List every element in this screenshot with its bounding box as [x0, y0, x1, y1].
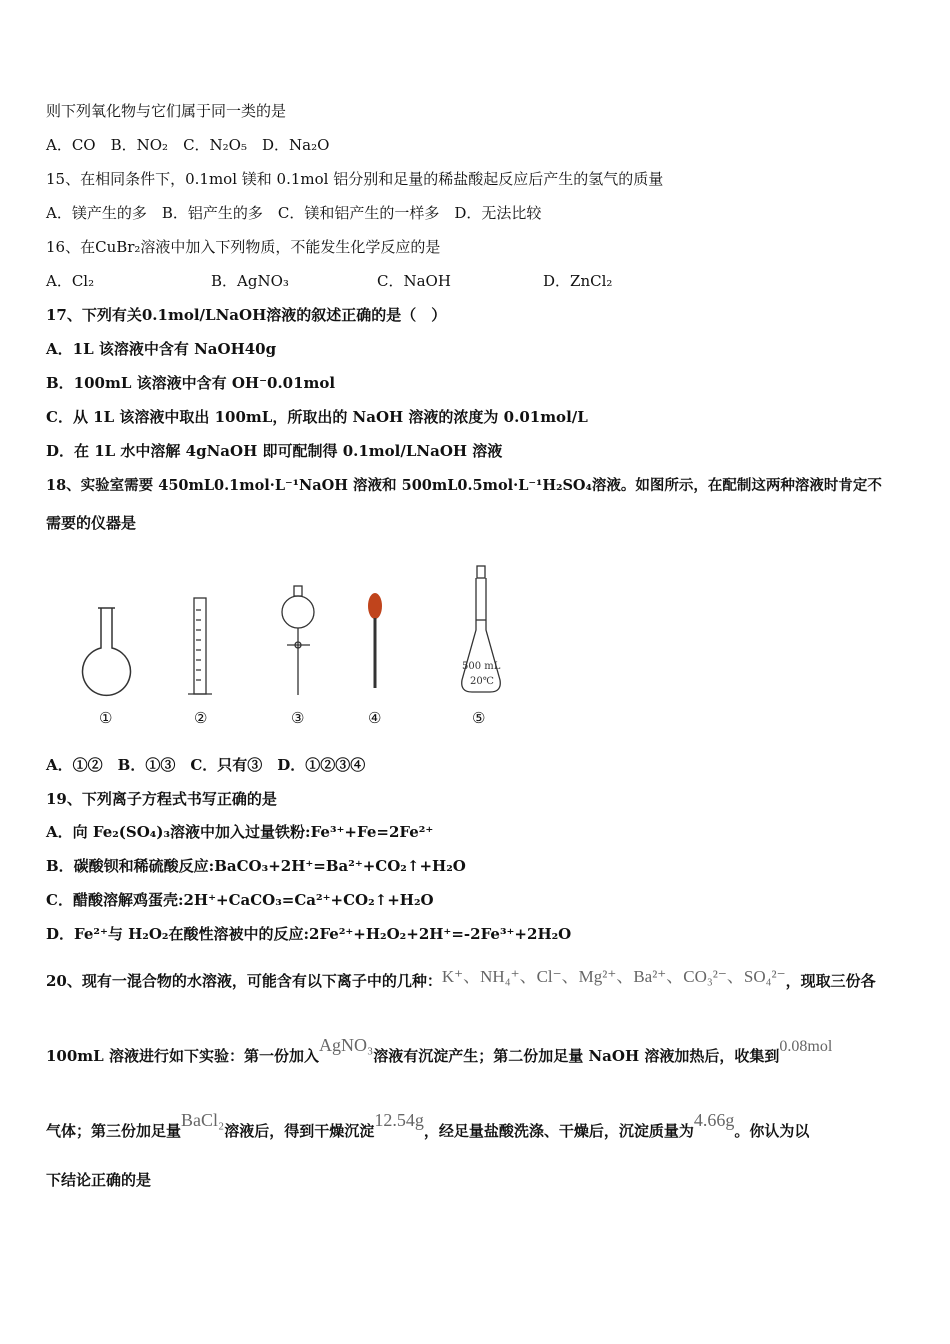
q16-option-a: A．Cl₂ [46, 272, 95, 290]
q17-option-d: D．在 1L 水中溶解 4gNaOH 即可配制得 0.1mol/LNaOH 溶液 [46, 442, 503, 460]
q19-option-d: D．Fe²⁺与 H₂O₂在酸性溶被中的反应:2Fe²⁺+H₂O₂+2H⁺=-2Fe³⁺+2H₂O [46, 925, 572, 943]
q20-line3 [46, 1110, 810, 1141]
q18-stem-line1: 18、实验室需要 450mL0.1mol·L⁻¹NaOH 溶液和 500mL0.5mol·L⁻¹H₂SO₄溶液。如图所示，在配制这两种溶液时肯定不 [46, 477, 882, 494]
q20-text: 20、现有一混合物的水溶液，可能含有以下离子中的几种： [46, 972, 442, 990]
q17-option-a: A．1L 该溶液中含有 NaOH40g [46, 340, 277, 358]
figure-label-3: ③ [291, 709, 305, 727]
q14-options: A．CO B．NO₂ C．N₂O₅ D．Na₂O [46, 136, 330, 154]
q20-ions: K⁺、NH₄⁺、Cl⁻、Mg²⁺、Ba²⁺、CO₃²⁻、SO₄²⁻ [441, 967, 786, 986]
q20-text: ，现取三份各 [785, 972, 876, 990]
lab-apparatus-figure [70, 560, 530, 705]
q18-options: A．①② B．①③ C．只有③ D．①②③④ [46, 756, 366, 774]
q14-stem: 则下列氧化物与它们属于同一类的是 [46, 102, 287, 120]
q17-stem: 17、下列有关0.1mol/LNaOH溶液的叙述正确的是（ ） [46, 306, 447, 324]
flask-temp-label: 20℃ [470, 676, 494, 687]
q15-options: A．镁产生的多 B．铝产生的多 C．镁和铝产生的一样多 D．无法比较 [46, 204, 542, 222]
figure-label-1: ① [99, 709, 113, 727]
q20-text: 。你认为以 [734, 1122, 810, 1140]
q20-text: 100mL 溶液进行如下实验：第一份加入 [46, 1047, 319, 1065]
q20-line2 [46, 1035, 833, 1067]
q19-option-b: B．碳酸钡和稀硫酸反应:BaCO₃+2H⁺=Ba²⁺+CO₂↑+H₂O [46, 857, 466, 875]
figure-label-4: ④ [368, 709, 382, 727]
q20-line4: 下结论正确的是 [46, 1171, 152, 1189]
q16-option-d: D．ZnCl₂ [543, 272, 613, 290]
q20-text: 溶液后，得到干燥沉淀 [224, 1122, 375, 1140]
q19-option-a: A．向 Fe₂(SO₄)₃溶液中加入过量铁粉:Fe³⁺+Fe=2Fe²⁺ [46, 823, 434, 841]
q16-option-b: B．AgNO₃ [211, 272, 289, 290]
q20-mol: 0.08mol [779, 1038, 833, 1055]
q20-agno3: AgNO₃ [318, 1035, 374, 1055]
q20-mass2: 4.66g [693, 1110, 735, 1130]
q18-stem-line2: 需要的仪器是 [46, 514, 137, 532]
q17-option-c: C．从 1L 该溶液中取出 100mL，所取出的 NaOH 溶液的浓度为 0.01mol/L [46, 408, 588, 426]
q19-stem: 19、下列离子方程式书写正确的是 [46, 790, 277, 808]
figure-label-5: ⑤ [472, 709, 486, 727]
q20-bacl2: BaCl₂ [181, 1110, 225, 1130]
q20-text: 溶液有沉淀产生；第二份加足量 NaOH 溶液加热后，收集到 [373, 1047, 780, 1065]
q16-option-c: C．NaOH [377, 272, 451, 290]
separatory-funnel-icon [282, 586, 314, 695]
q15-stem: 15、在相同条件下，0.1mol 镁和 0.1mol 铝分别和足量的稀盐酸起反应后产生的氢气的质量 [46, 170, 664, 188]
q20-line1 [46, 967, 876, 991]
q17-option-b: B．100mL 该溶液中含有 OH⁻0.01mol [46, 374, 336, 392]
volumetric-flask-icon [462, 566, 501, 692]
dropper-icon [368, 593, 382, 688]
q20-mass1: 12.54g [374, 1110, 424, 1130]
q20-text: ，经足量盐酸洗涤、干燥后，沉淀质量为 [423, 1122, 694, 1140]
q20-text: 气体；第三份加足量 [46, 1122, 182, 1140]
figure-label-2: ② [194, 709, 208, 727]
graduated-cylinder-icon [188, 598, 212, 694]
q19-option-c: C．醋酸溶解鸡蛋壳:2H⁺+CaCO₃=Ca²⁺+CO₂↑+H₂O [46, 891, 434, 909]
flask-volume-label: 500 mL [462, 661, 501, 672]
round-bottom-flask-icon [83, 608, 131, 695]
q16-stem: 16、在CuBr₂溶液中加入下列物质，不能发生化学反应的是 [46, 238, 441, 256]
